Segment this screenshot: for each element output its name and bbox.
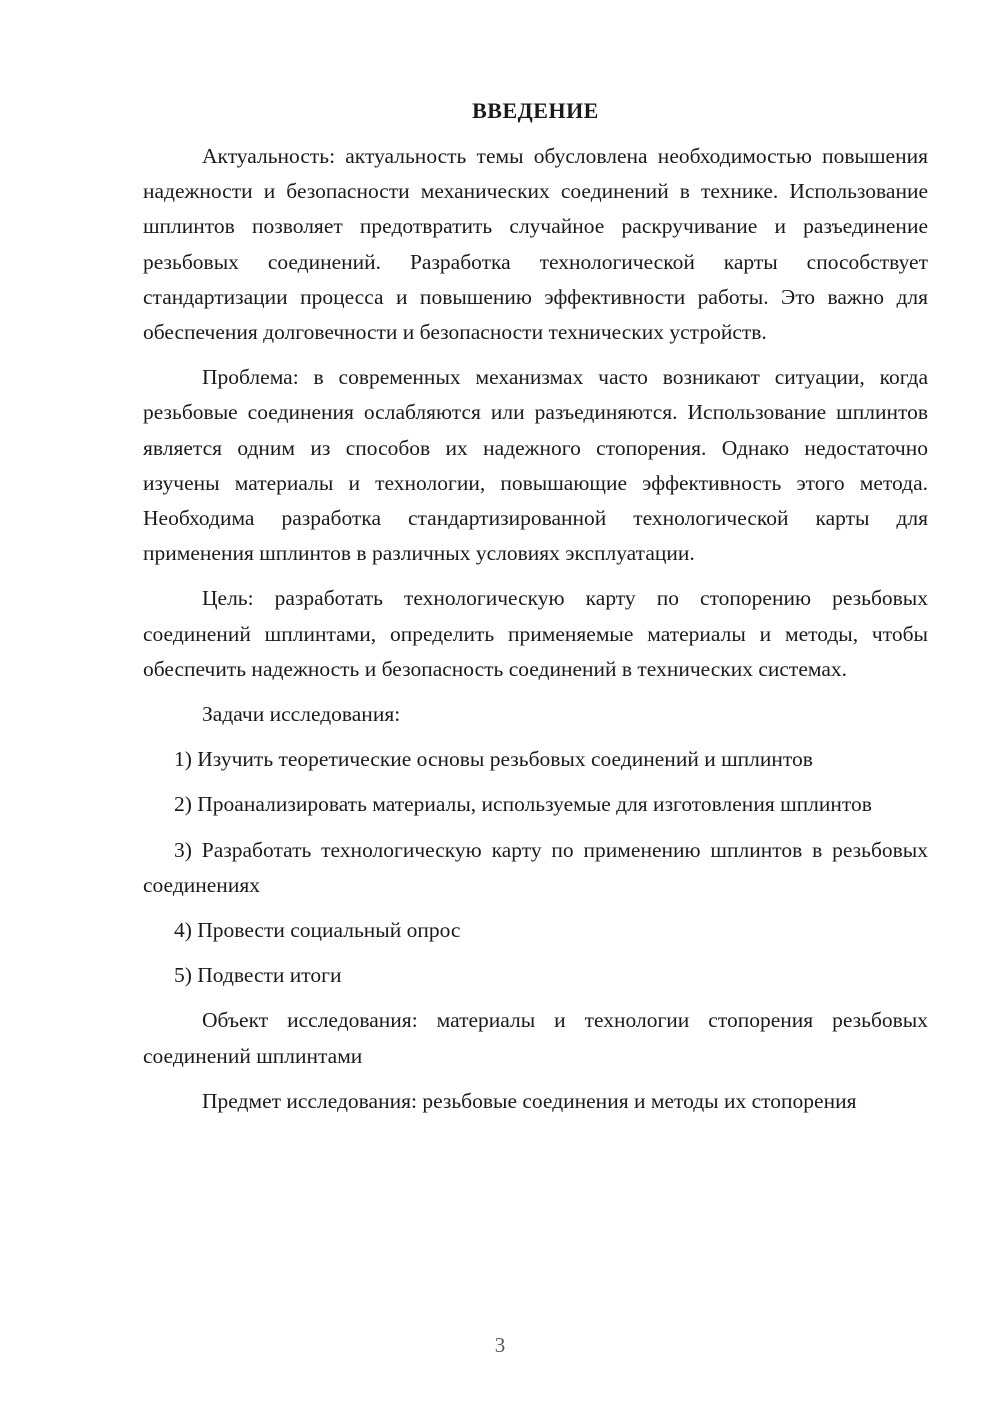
- list-item: 4) Провести социальный опрос: [174, 918, 461, 943]
- paragraph-problem: Проблема: в современных механизмах часто возникают ситуации, когда резьбовые соединения ослабляются или разъединяются. Использование шплинтов является одним из способов их надежного стопорения. Однако недостаточно изучены материалы и технологии, повышающие эффективность этого метода. Необходима разработка стандартизированной технологической карты для применения шплинтов в различных условиях эксплуатации.: [143, 365, 928, 566]
- page-number: 3: [494, 1333, 506, 1357]
- document-page: [143, 93, 928, 1129]
- list-item: 2) Проанализировать материалы, используемые для изготовления шплинтов: [174, 792, 872, 817]
- paragraph-tasks-heading: Задачи исследования:: [202, 702, 401, 727]
- paragraph-relevance: Актуальность: актуальность темы обусловлена необходимостью повышения надежности и безопасности механических соединений в технике. Использование шплинтов позволяет предотвратить случайное раскручивание и разъединение резьбовых соединений. Разработка технологической карты способствует стандартизации процесса и повышению эффективности работы. Это важно для обеспечения долговечности и безопасности технических устройств.: [143, 144, 928, 345]
- list-item: 1) Изучить теоретические основы резьбовых соединений и шплинтов: [174, 747, 813, 772]
- page-title: ВВЕДЕНИЕ: [472, 98, 599, 123]
- paragraph-object: Объект исследования: материалы и технологии стопорения резьбовых соединений шплинтами: [143, 1008, 928, 1068]
- list-item: 3) Разработать технологическую карту по применению шплинтов в резьбовых соединениях: [143, 837, 928, 897]
- paragraph-goal: Цель: разработать технологическую карту по стопорению резьбовых соединений шплинтами, определить применяемые материалы и методы, чтобы обеспечить надежность и безопасность соединений в технических системах.: [143, 586, 928, 681]
- paragraph-subject: Предмет исследования: резьбовые соединения и методы их стопорения: [202, 1088, 857, 1113]
- list-item: 5) Подвести итоги: [174, 963, 342, 988]
